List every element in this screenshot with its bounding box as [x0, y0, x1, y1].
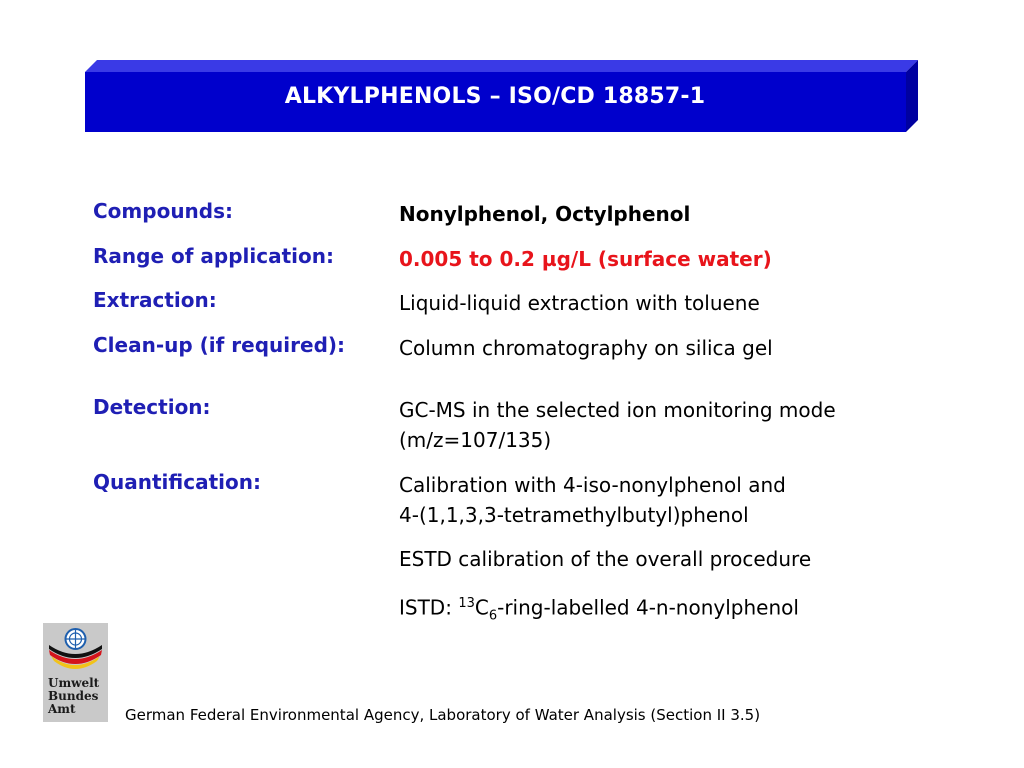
label-extraction: Extraction: [93, 288, 217, 312]
value-compounds: Nonylphenol, Octylphenol [399, 202, 691, 226]
logo-line-3: Amt [48, 702, 76, 716]
value-range: 0.005 to 0.2 µg/L (surface water) [399, 247, 772, 271]
label-quantification: Quantification: [93, 470, 261, 494]
value-quantification-line2: 4-(1,1,3,3-tetramethylbutyl)phenol [399, 503, 749, 527]
label-compounds: Compounds: [93, 199, 234, 223]
label-detection: Detection: [93, 395, 211, 419]
value-detection-line1: GC-MS in the selected ion monitoring mode [399, 398, 836, 422]
value-quantification-line1: Calibration with 4-iso-nonylphenol and [399, 473, 786, 497]
logo-line-1: Umwelt [48, 676, 100, 690]
value-istd [399, 589, 799, 632]
value-cleanup: Column chromatography on silica gel [399, 336, 773, 360]
value-extraction: Liquid-liquid extraction with toluene [399, 291, 760, 315]
istd-suffix: -ring-labelled 4-n-nonylphenol [497, 595, 799, 620]
footer-caption: German Federal Environmental Agency, Laboratory of Water Analysis (Section II 3.5) [125, 706, 761, 724]
title-banner [85, 60, 918, 132]
istd-superscript: 13 [458, 596, 475, 611]
istd-subscript: 6 [488, 608, 498, 624]
eagle-emblem-icon [43, 623, 108, 679]
value-estd: ESTD calibration of the overall procedure [399, 547, 812, 571]
istd-prefix: ISTD: [399, 595, 459, 620]
value-detection-line2: (m/z=107/135) [399, 428, 552, 452]
page-title: ALKYLPHENOLS – ISO/CD 18857-1 [284, 83, 706, 109]
label-range: Range of application: [93, 244, 334, 268]
istd-carbon: C [474, 595, 489, 620]
umweltbundesamt-logo [43, 623, 108, 722]
label-cleanup: Clean-up (if required): [93, 333, 346, 357]
logo-text [43, 677, 108, 716]
logo-line-2: Bundes [48, 689, 99, 703]
